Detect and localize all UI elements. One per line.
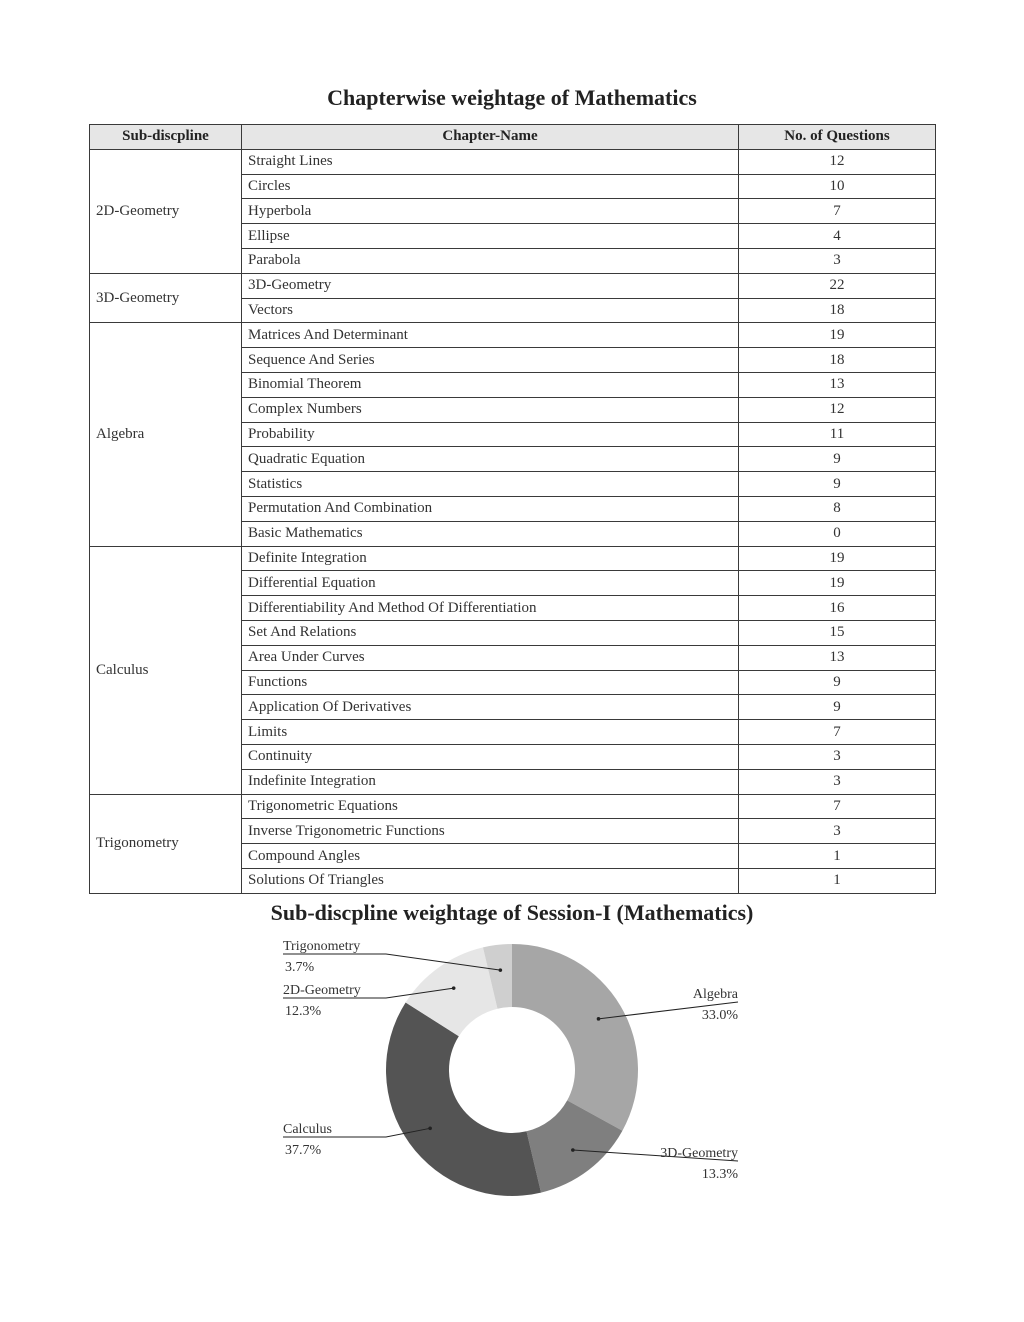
question-count-cell: 9 bbox=[739, 695, 936, 720]
question-count-cell: 8 bbox=[739, 496, 936, 521]
question-count-cell: 9 bbox=[739, 670, 936, 695]
table-body bbox=[90, 149, 936, 893]
chapter-name-cell: Parabola bbox=[242, 248, 739, 273]
leader-dot-3d-geometry bbox=[571, 1148, 575, 1152]
chapter-name-cell: Hyperbola bbox=[242, 199, 739, 224]
slice-value-algebra: 33.0% bbox=[701, 1008, 738, 1023]
question-count-cell: 12 bbox=[739, 149, 936, 174]
chapter-name-cell: Limits bbox=[242, 720, 739, 745]
chapter-name-cell: Basic Mathematics bbox=[242, 521, 739, 546]
chapter-name-cell: Compound Angles bbox=[242, 844, 739, 869]
question-count-cell: 7 bbox=[739, 199, 936, 224]
question-count-cell: 1 bbox=[739, 868, 936, 893]
question-count-cell: 7 bbox=[739, 794, 936, 819]
question-count-cell: 9 bbox=[739, 472, 936, 497]
question-count-cell: 11 bbox=[739, 422, 936, 447]
sub-discipline-cell: Algebra bbox=[90, 323, 242, 546]
question-count-cell: 16 bbox=[739, 596, 936, 621]
slice-calculus bbox=[386, 1002, 541, 1196]
slice-value-calculus: 37.7% bbox=[285, 1143, 322, 1158]
header-chapter-name: Chapter-Name bbox=[242, 125, 739, 150]
slice-value-2d-geometry: 12.3% bbox=[285, 1004, 322, 1019]
chapter-name-cell: Sequence And Series bbox=[242, 348, 739, 373]
question-count-cell: 4 bbox=[739, 224, 936, 249]
question-count-cell: 3 bbox=[739, 248, 936, 273]
chapter-name-cell: Probability bbox=[242, 422, 739, 447]
header-question-count: No. of Questions bbox=[739, 125, 936, 150]
chapter-name-cell: Vectors bbox=[242, 298, 739, 323]
question-count-cell: 18 bbox=[739, 348, 936, 373]
chapter-name-cell: Binomial Theorem bbox=[242, 372, 739, 397]
table-row bbox=[90, 794, 936, 819]
leader-dot-2d-geometry bbox=[452, 986, 456, 990]
leader-dot-trigonometry bbox=[499, 968, 503, 972]
chapter-name-cell: Functions bbox=[242, 670, 739, 695]
chapter-name-cell: Statistics bbox=[242, 472, 739, 497]
chapter-name-cell: Differential Equation bbox=[242, 571, 739, 596]
chapter-name-cell: Application Of Derivatives bbox=[242, 695, 739, 720]
chapter-name-cell: Set And Relations bbox=[242, 620, 739, 645]
slice-label-2d-geometry: 2D-Geometry bbox=[283, 983, 361, 998]
question-count-cell: 3 bbox=[739, 769, 936, 794]
question-count-cell: 10 bbox=[739, 174, 936, 199]
slice-value-trigonometry: 3.7% bbox=[285, 960, 315, 975]
question-count-cell: 18 bbox=[739, 298, 936, 323]
table-row bbox=[90, 323, 936, 348]
question-count-cell: 13 bbox=[739, 645, 936, 670]
question-count-cell: 1 bbox=[739, 844, 936, 869]
slice-label-calculus: Calculus bbox=[283, 1122, 332, 1137]
donut-slices bbox=[386, 944, 638, 1196]
chapter-name-cell: Permutation And Combination bbox=[242, 496, 739, 521]
question-count-cell: 3 bbox=[739, 819, 936, 844]
sub-discipline-cell: 3D-Geometry bbox=[90, 273, 242, 323]
slice-label-3d-geometry: 3D-Geometry bbox=[660, 1146, 738, 1161]
chapter-name-cell: Inverse Trigonometric Functions bbox=[242, 819, 739, 844]
sub-discipline-cell: Calculus bbox=[90, 546, 242, 794]
table-row bbox=[90, 546, 936, 571]
slice-value-3d-geometry: 13.3% bbox=[701, 1167, 738, 1182]
chapter-name-cell: Indefinite Integration bbox=[242, 769, 739, 794]
slice-algebra bbox=[512, 944, 638, 1131]
chapter-name-cell: Complex Numbers bbox=[242, 397, 739, 422]
question-count-cell: 12 bbox=[739, 397, 936, 422]
table-title: Chapterwise weightage of Mathematics bbox=[327, 85, 697, 110]
chapter-name-cell: Continuity bbox=[242, 744, 739, 769]
question-count-cell: 13 bbox=[739, 372, 936, 397]
question-count-cell: 19 bbox=[739, 323, 936, 348]
slice-label-algebra: Algebra bbox=[692, 987, 738, 1002]
table-row bbox=[90, 149, 936, 174]
slice-label-trigonometry: Trigonometry bbox=[283, 939, 361, 954]
chapter-name-cell: Circles bbox=[242, 174, 739, 199]
table-row bbox=[90, 273, 936, 298]
question-count-cell: 22 bbox=[739, 273, 936, 298]
header-sub-discipline: Sub-discpline bbox=[90, 125, 242, 150]
question-count-cell: 15 bbox=[739, 620, 936, 645]
question-count-cell: 9 bbox=[739, 447, 936, 472]
chapter-weightage-table bbox=[89, 124, 936, 894]
chapter-name-cell: 3D-Geometry bbox=[242, 273, 739, 298]
question-count-cell: 3 bbox=[739, 744, 936, 769]
question-count-cell: 0 bbox=[739, 521, 936, 546]
chart-title: Sub-discpline weightage of Session-I (Mathematics) bbox=[270, 900, 754, 925]
chapter-name-cell: Differentiability And Method Of Differentiation bbox=[242, 596, 739, 621]
chapter-name-cell: Trigonometric Equations bbox=[242, 794, 739, 819]
chapter-name-cell: Solutions Of Triangles bbox=[242, 868, 739, 893]
chapter-name-cell: Definite Integration bbox=[242, 546, 739, 571]
question-count-cell: 19 bbox=[739, 546, 936, 571]
question-count-cell: 7 bbox=[739, 720, 936, 745]
chapter-name-cell: Area Under Curves bbox=[242, 645, 739, 670]
question-count-cell: 19 bbox=[739, 571, 936, 596]
leader-dot-calculus bbox=[428, 1127, 432, 1131]
chapter-name-cell: Ellipse bbox=[242, 224, 739, 249]
chapter-name-cell: Straight Lines bbox=[242, 149, 739, 174]
chapter-name-cell: Quadratic Equation bbox=[242, 447, 739, 472]
table-header-row bbox=[90, 125, 936, 150]
donut-chart bbox=[0, 930, 1024, 1210]
sub-discipline-cell: 2D-Geometry bbox=[90, 149, 242, 273]
sub-discipline-cell: Trigonometry bbox=[90, 794, 242, 893]
chapter-name-cell: Matrices And Determinant bbox=[242, 323, 739, 348]
leader-dot-algebra bbox=[597, 1017, 601, 1021]
